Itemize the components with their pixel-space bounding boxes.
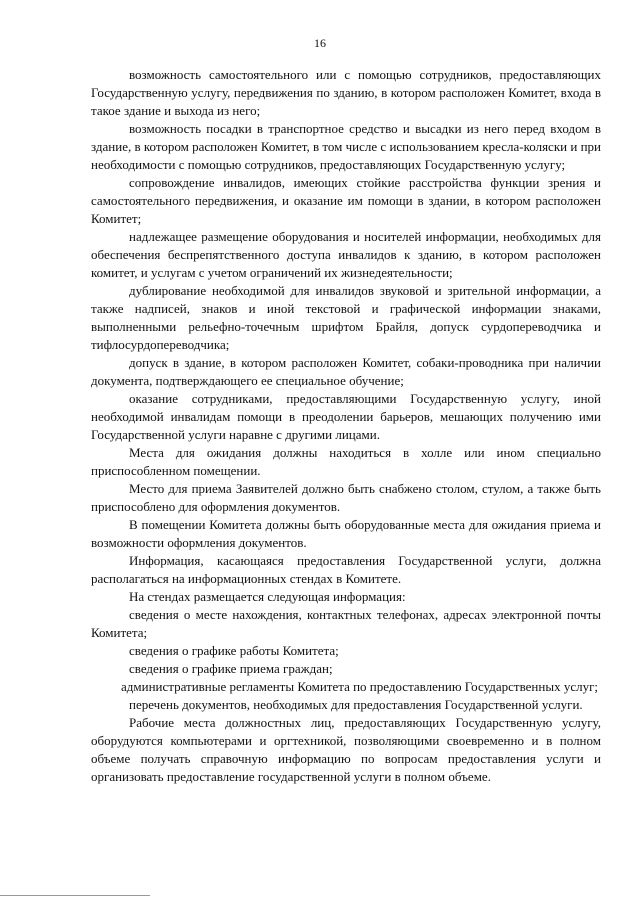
paragraph: оказание сотрудниками, предоставляющими Государственную услугу, иной необходимой инвалидам помощи в преодолении барьеров, мешающих получению ими Государственной услуги наравне с другими лицами. (91, 391, 601, 442)
paragraph: Место для приема Заявителей должно быть снабжено столом, стулом, а также быть приспособлено для оформления документов. (91, 481, 601, 514)
paragraph: дублирование необходимой для инвалидов звуковой и зрительной информации, а также надписей, знаков и иной текстовой и графической информации знаками, выполненными рельефно-точечным шрифтом Брайля, допуск сурдопереводчика и тифлосурдопереводчика; (91, 283, 601, 352)
paragraph: сопровождение инвалидов, имеющих стойкие расстройства функции зрения и самостоятельного передвижения, и оказание им помощи в здании, в котором расположен Комитет; (91, 175, 601, 226)
paragraph: Рабочие места должностных лиц, предоставляющих Государственную услугу, оборудуются компьютерами и оргтехникой, позволяющими своевременно и в полном объеме получать справочную информацию по вопросам предоставления услуги и организовать предоставление государственной услуги в полном объеме. (91, 715, 601, 784)
paragraph: допуск в здание, в котором расположен Комитет, собаки-проводника при наличии документа, подтверждающего ее специальное обучение; (91, 355, 601, 388)
paragraph: Информация, касающаяся предоставления Государственной услуги, должна располагаться на информационных стендах в Комитете. (91, 553, 601, 586)
paragraph: административные регламенты Комитета по предоставлению Государственных услуг; (121, 679, 599, 694)
paragraph: сведения о графике приема граждан; (129, 661, 333, 676)
page-body (91, 66, 601, 786)
paragraph: перечень документов, необходимых для предоставления Государственной услуги. (129, 697, 583, 712)
footer-divider (0, 895, 150, 896)
paragraph: В помещении Комитета должны быть оборудованные места для ожидания приема и возможности оформления документов. (91, 517, 601, 550)
paragraph: сведения о графике работы Комитета; (129, 643, 339, 658)
paragraph: Места для ожидания должны находиться в холле или ином специально приспособленном помещении. (91, 445, 601, 478)
paragraph: возможность посадки в транспортное средство и высадки из него перед входом в здание, в котором расположен Комитет, в том числе с использованием кресла-коляски и при необходимости с помощью сотрудников, предоставляющих Государственную услугу; (91, 121, 601, 172)
paragraph: сведения о месте нахождения, контактных телефонах, адресах электронной почты Комитета; (91, 607, 601, 640)
paragraph: надлежащее размещение оборудования и носителей информации, необходимых для обеспечения беспрепятственного доступа инвалидов к зданию, в котором расположен комитет, и услугам с учетом ограничений их жизнедеятельности; (91, 229, 601, 280)
page-number: 16 (314, 36, 326, 50)
paragraph: На стендах размещается следующая информация: (129, 589, 406, 604)
paragraph: возможность самостоятельного или с помощью сотрудников, предоставляющих Государственную услугу, передвижения по зданию, в котором расположен Комитет, входа в такое здание и выхода из него; (91, 67, 601, 118)
